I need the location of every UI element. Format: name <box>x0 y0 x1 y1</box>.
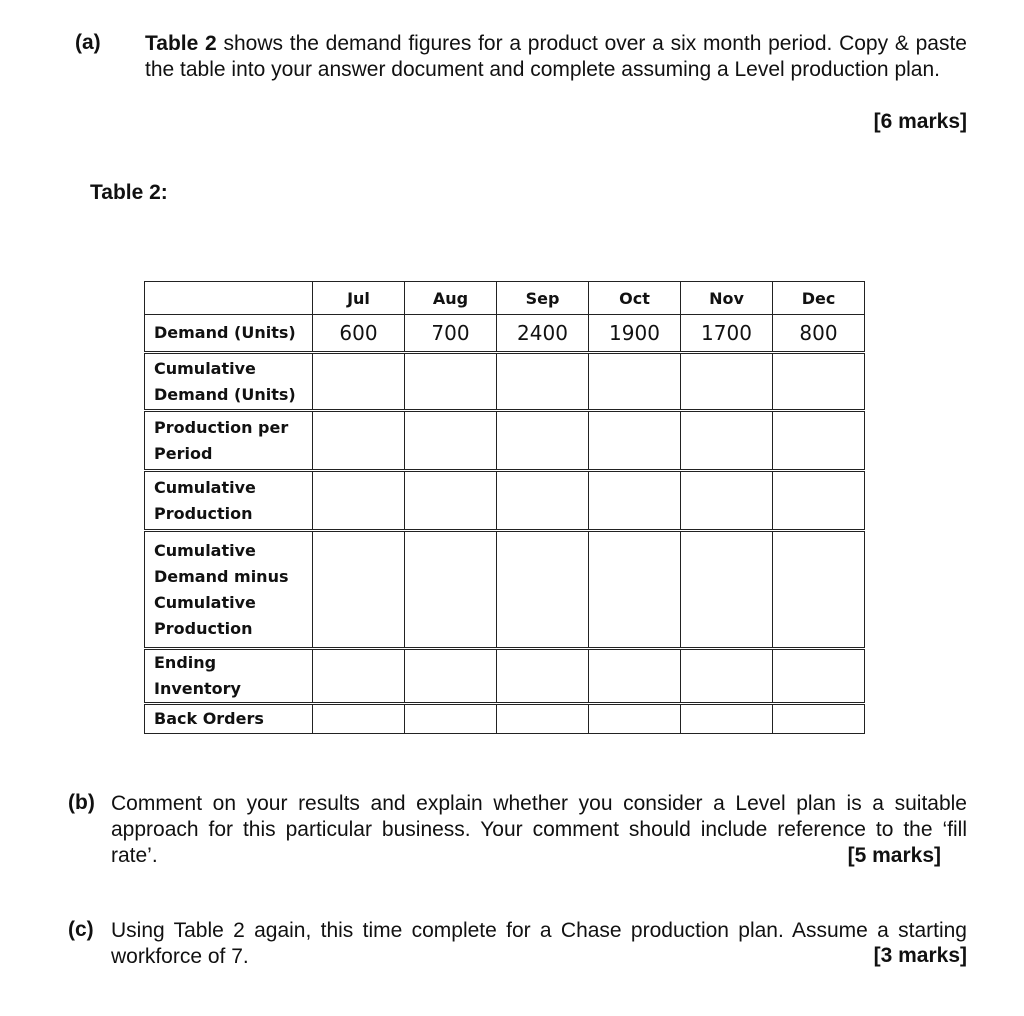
demand-value: 1700 <box>681 315 773 353</box>
empty-cell <box>681 411 773 471</box>
empty-cell <box>497 531 589 649</box>
empty-cell <box>681 531 773 649</box>
demand-value: 800 <box>773 315 865 353</box>
month-header: Aug <box>405 282 497 315</box>
part-a-question <box>145 31 967 83</box>
part-a-marks: [6 marks] <box>873 110 967 133</box>
demand-value: 1900 <box>589 315 681 353</box>
month-header: Dec <box>773 282 865 315</box>
empty-cell <box>313 649 405 704</box>
empty-cell <box>405 649 497 704</box>
empty-cell <box>497 353 589 411</box>
empty-cell <box>773 353 865 411</box>
header-empty-cell <box>145 282 313 315</box>
empty-cell <box>405 471 497 531</box>
month-header: Nov <box>681 282 773 315</box>
demand-row <box>145 315 865 353</box>
empty-cell <box>681 353 773 411</box>
demand-table <box>144 281 865 734</box>
empty-cell <box>405 704 497 734</box>
ending-inventory-row <box>145 649 865 704</box>
empty-cell <box>773 471 865 531</box>
empty-cell <box>405 411 497 471</box>
empty-cell <box>681 704 773 734</box>
empty-cell <box>589 531 681 649</box>
empty-cell <box>405 531 497 649</box>
empty-cell <box>313 471 405 531</box>
part-c-marks: [3 marks] <box>873 944 967 967</box>
row-label: Back Orders <box>145 704 313 734</box>
demand-label: Demand (Units) <box>145 315 313 353</box>
empty-cell <box>497 471 589 531</box>
month-header: Sep <box>497 282 589 315</box>
part-c-question: Using Table 2 again, this time complete for a Chase production plan. Assume a starting workforce of 7. <box>111 919 967 968</box>
empty-cell <box>589 411 681 471</box>
table-header-row <box>145 282 865 315</box>
part-b-marks: [5 marks] <box>847 844 941 867</box>
demand-value: 700 <box>405 315 497 353</box>
demand-value: 2400 <box>497 315 589 353</box>
part-b-label: (b) <box>68 791 95 814</box>
empty-cell <box>313 704 405 734</box>
part-c-label: (c) <box>68 918 94 941</box>
empty-cell <box>589 649 681 704</box>
empty-cell <box>589 471 681 531</box>
cumulative-demand-row <box>145 353 865 411</box>
empty-cell <box>773 411 865 471</box>
empty-cell <box>681 649 773 704</box>
empty-cell <box>497 411 589 471</box>
empty-cell <box>773 649 865 704</box>
row-label: Cumulative Demand minus Cumulative Production <box>145 531 313 649</box>
part-a-label: (a) <box>75 31 101 54</box>
empty-cell <box>589 704 681 734</box>
empty-cell <box>497 704 589 734</box>
row-label: Ending Inventory <box>145 649 313 704</box>
row-label: Cumulative Demand (Units) <box>145 353 313 411</box>
cumulative-demand-minus-production-row <box>145 531 865 649</box>
demand-value: 600 <box>313 315 405 353</box>
table-title: Table 2: <box>90 181 168 204</box>
part-b-question: Comment on your results and explain whether you consider a Level plan is a suitable approach for this particular business. Your comment should include reference to the ‘fill rate’. <box>111 792 967 867</box>
part-a-text: shows the demand figures for a product over a six month period. Copy & paste the table into your answer document and complete assuming a Level production plan. <box>145 32 967 81</box>
part-a-table-ref: Table 2 <box>145 32 217 55</box>
empty-cell <box>497 649 589 704</box>
empty-cell <box>405 353 497 411</box>
row-label: Cumulative Production <box>145 471 313 531</box>
empty-cell <box>773 531 865 649</box>
month-header: Oct <box>589 282 681 315</box>
empty-cell <box>313 411 405 471</box>
empty-cell <box>681 471 773 531</box>
row-label: Production per Period <box>145 411 313 471</box>
month-header: Jul <box>313 282 405 315</box>
empty-cell <box>589 353 681 411</box>
back-orders-row <box>145 704 865 734</box>
cumulative-production-row <box>145 471 865 531</box>
empty-cell <box>313 353 405 411</box>
empty-cell <box>773 704 865 734</box>
empty-cell <box>313 531 405 649</box>
production-per-period-row <box>145 411 865 471</box>
